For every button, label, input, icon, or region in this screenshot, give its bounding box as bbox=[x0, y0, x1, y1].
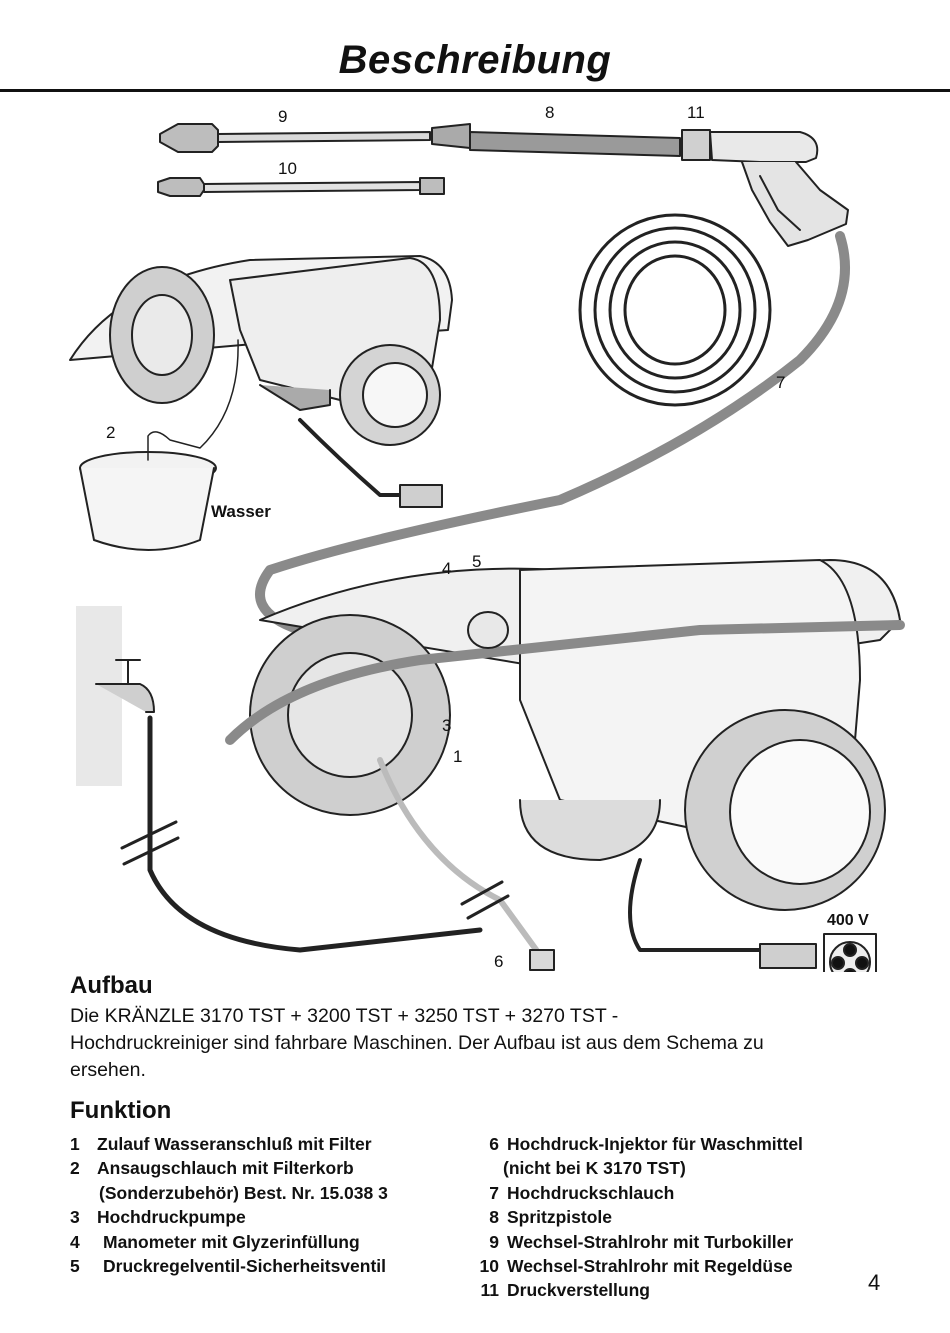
list-item: 7 Hochdruckschlauch bbox=[489, 1182, 675, 1203]
list-item: 2 Ansaugschlauch mit Filterkorb bbox=[70, 1158, 354, 1179]
aufbau-paragraph bbox=[70, 1003, 890, 1084]
callout-11: 11 bbox=[687, 103, 705, 122]
voltage-label: 400 V bbox=[827, 912, 869, 929]
spray-gun bbox=[432, 124, 848, 246]
list-item: 5 Druckregelventil-Sicherheitsventil bbox=[70, 1256, 387, 1277]
break-marks bbox=[122, 822, 508, 918]
aufbau-line: Hochdruckreiniger sind fahrbare Maschinen. Der Aufbau ist aus dem Schema zu bbox=[70, 1032, 764, 1054]
funktion-list-right bbox=[468, 1132, 803, 1303]
funktion-heading: Funktion bbox=[70, 1097, 172, 1124]
aufbau-heading: Aufbau bbox=[70, 972, 153, 999]
callout-6: 6 bbox=[494, 952, 504, 971]
list-item: 8 Spritzpistole bbox=[489, 1207, 613, 1228]
callout-9: 9 bbox=[278, 107, 288, 126]
aufbau-line: ersehen. bbox=[70, 1059, 146, 1081]
list-item: (nicht bei K 3170 TST) bbox=[503, 1158, 686, 1179]
lance-turbokiller bbox=[160, 124, 430, 152]
callout-10: 10 bbox=[278, 159, 297, 178]
callout-4: 4 bbox=[442, 559, 452, 578]
callout-1: 1 bbox=[453, 747, 463, 766]
list-item: 11 Druckverstellung bbox=[480, 1280, 650, 1301]
callout-5: 5 bbox=[472, 552, 482, 571]
list-item: 10 Wechsel-Strahlrohr mit Regeldüse bbox=[479, 1256, 793, 1277]
lance-regeldüse bbox=[158, 178, 444, 196]
list-item: (Sonderzubehör) Best. Nr. 15.038 3 bbox=[99, 1182, 388, 1203]
page-number: 4 bbox=[868, 1270, 881, 1295]
callout-7: 7 bbox=[776, 373, 786, 392]
socket-400v-icon bbox=[824, 934, 876, 972]
callout-2: 2 bbox=[106, 423, 116, 442]
callout-3: 3 bbox=[442, 716, 452, 735]
machine-illustration bbox=[0, 92, 950, 972]
wasser-label: Wasser bbox=[211, 502, 271, 521]
list-item: 6 Hochdruck-Injektor für Waschmittel bbox=[489, 1134, 803, 1154]
list-item: 1 Zulauf Wasseranschluß mit Filter bbox=[70, 1134, 372, 1154]
list-item: 4 Manometer mit Glyzerinfüllung bbox=[70, 1231, 360, 1252]
machine-large bbox=[230, 560, 900, 970]
list-item: 9 Wechsel-Strahlrohr mit Turbokiller bbox=[489, 1231, 794, 1252]
aufbau-line: Die KRÄNZLE 3170 TST + 3200 TST + 3250 TST + 3270 TST - bbox=[70, 1005, 619, 1027]
list-item: 3 Hochdruckpumpe bbox=[70, 1207, 246, 1228]
funktion-list-left bbox=[70, 1132, 388, 1278]
page-title: Beschreibung bbox=[338, 38, 612, 82]
callout-8: 8 bbox=[545, 103, 555, 122]
